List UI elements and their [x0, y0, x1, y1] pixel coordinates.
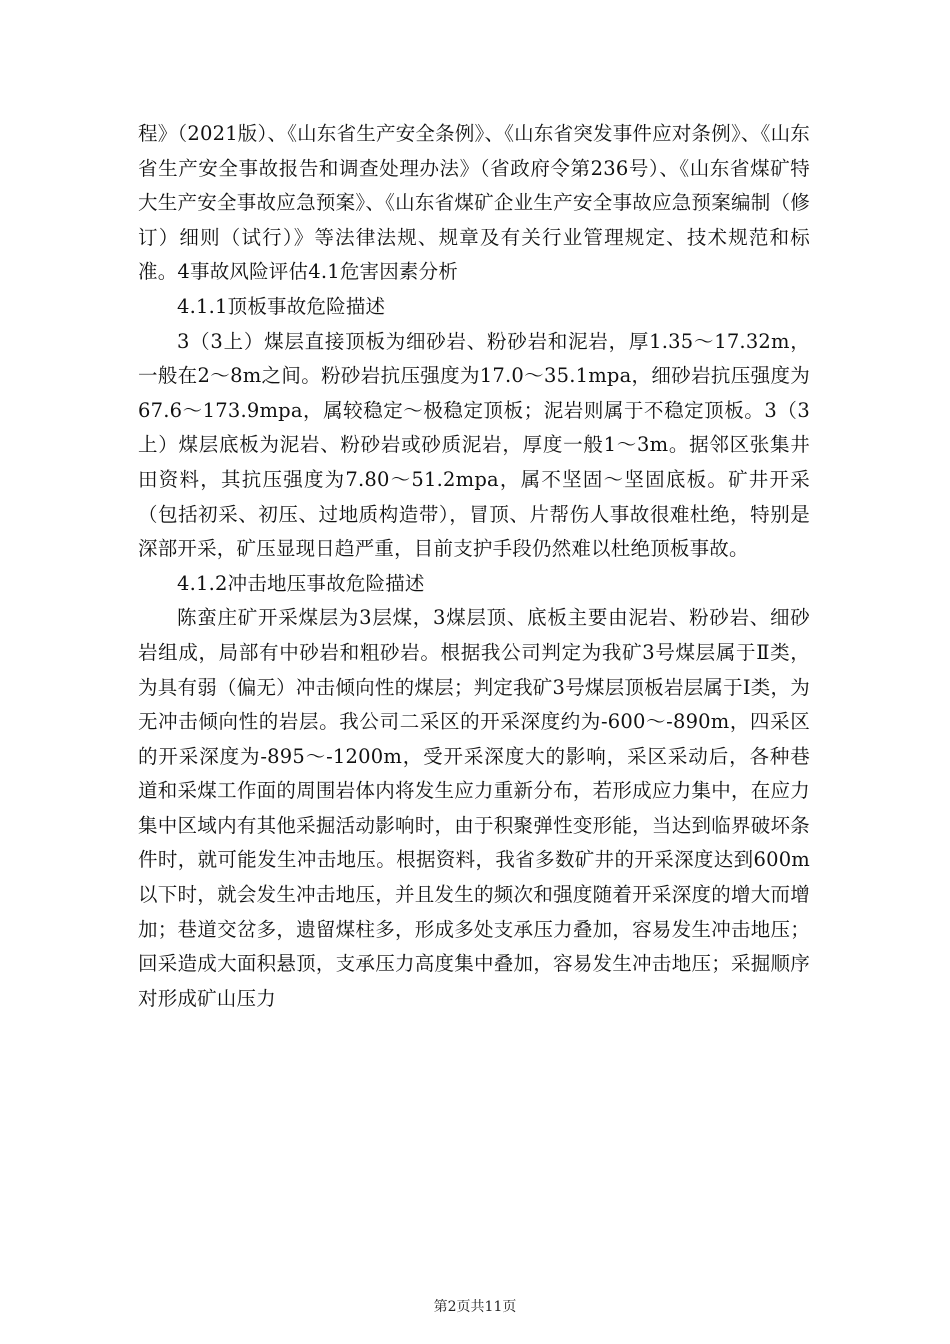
paragraph-roof-accident: 3（3上）煤层直接顶板为细砂岩、粉砂岩和泥岩，厚1.35～17.32m，一般在2～8m之间。粉砂岩抗压强度为17.0～35.1mpa，细砂岩抗压强度为67.6～173.9mpa，属较稳定～极稳定顶板；泥岩则属于不稳定顶板。3（3上）煤层底板为泥岩、粉砂岩或砂质泥岩，厚度一般1～3m。据邻区张集井田资料，其抗压强度为7.80～51.2mpa，属不坚固～坚固底板。矿井开采（包括初采、初压、过地质构造带），冒顶、片帮伤人事故很难杜绝，特别是深部开采，矿压显现日趋严重，目前支护手段仍然难以杜绝顶板事故。 — [138, 329, 810, 561]
heading-rockburst-accident: 4.1.2冲击地压事故危险描述 — [177, 571, 425, 595]
document-body — [138, 117, 810, 1016]
page-number-label: 第2页共11页 — [433, 1299, 517, 1315]
paragraph-rockburst-accident: 陈蛮庄矿开采煤层为3层煤，3煤层顶、底板主要由泥岩、粉砂岩、细砂岩组成，局部有中砂岩和粗砂岩。根据我公司判定为我矿3号煤层属于Ⅱ类，为具有弱（偏无）冲击倾向性的煤层；判定我矿3号煤层顶板岩层属于Ⅰ类，为无冲击倾向性的岩层。我公司二采区的开采深度约为-600～-890m，四采区的开采深度为-895～-1200m，受开采深度大的影响，采区采动后，各种巷道和采煤工作面的周围岩体内将发生应力重新分布，若形成应力集中，在应力集中区域内有其他采掘活动影响时，由于积聚弹性变形能，当达到临界破坏条件时，就可能发生冲击地压。根据资料，我省多数矿井的开采深度达到600m以下时，就会发生冲击地压，并且发生的频次和强度随着开采深度的增大而增加；巷道交岔多，遗留煤柱多，形成多处支承压力叠加，容易发生冲击地压；回采造成大面积悬顶，支承压力高度集中叠加，容易发生冲击地压；采掘顺序对形成矿山压力 — [138, 606, 810, 1010]
paragraph-regulations: 程》（2021版）、《山东省生产安全条例》、《山东省突发事件应对条例》、《山东省生产安全事故报告和调查处理办法》（省政府令第236号）、《山东省煤矿特大生产安全事故应急预案》、《山东省煤矿企业生产安全事故应急预案编制（修订）细则（试行）》等法律法规、规章及有关行业管理规定、技术规范和标准。4事故风险评估4.1危害因素分析 — [138, 122, 810, 284]
heading-roof-accident: 4.1.1顶板事故危险描述 — [177, 294, 386, 318]
page-number-footer — [0, 1296, 950, 1316]
